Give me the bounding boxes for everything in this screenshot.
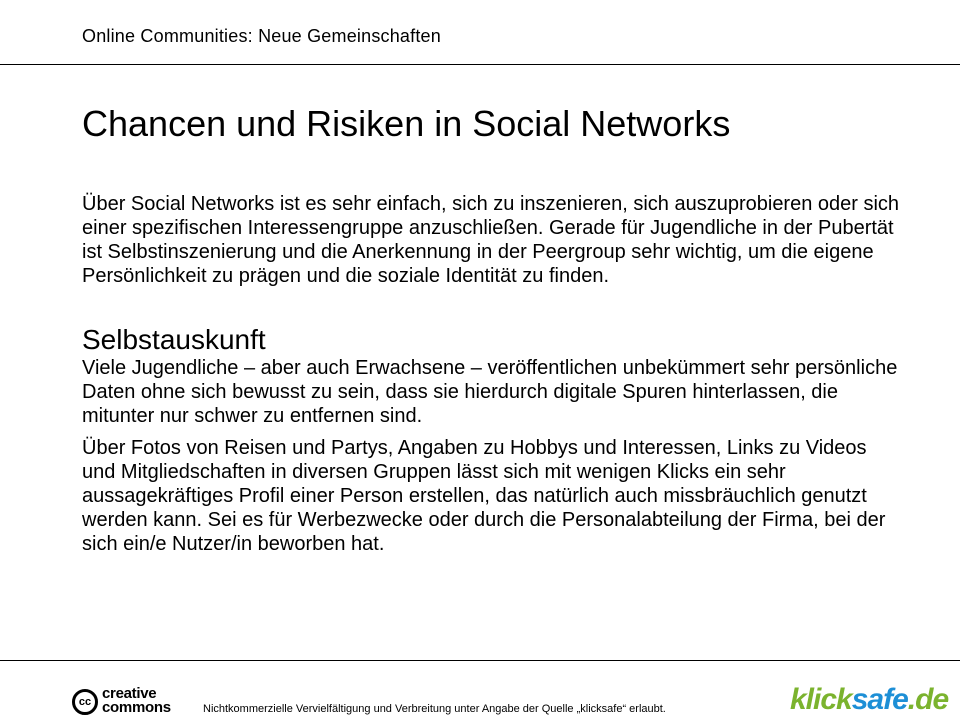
paragraph-2: Über Fotos von Reisen und Partys, Angaben zu Hobbys und Interessen, Links zu Videos und Mitgliedschaften in diversen Gruppen lässt sich mit wenigen Klicks ein sehr aussagekräftiges Profil einer Person erstellen, das natürlich auch missbräuchlich genutzt werden kann. Sei es für Werbezwecke oder durch die Personalabteilung der Firma, bei der sich ein/e Nutzer/in beworben hat. bbox=[82, 437, 886, 555]
footer bbox=[0, 660, 960, 721]
header-bar bbox=[0, 0, 960, 65]
header-title: Online Communities: Neue Gemeinschaften bbox=[82, 26, 441, 46]
cc-logo-line2: commons bbox=[102, 699, 171, 716]
slide-title: Chancen und Risiken in Social Networks bbox=[82, 103, 731, 144]
slide-content bbox=[82, 192, 902, 556]
section-heading: Selbstauskunft bbox=[82, 324, 266, 355]
paragraph-1: Viele Jugendliche – aber auch Erwachsene – veröffentlichen unbekümmert sehr persönliche Daten ohne sich bewusst zu sein, dass sie hierdurch digitale Spuren hinterlassen, die mitunter nur schwer zu entfernen sind. bbox=[82, 357, 898, 427]
cc-logo-line1: creative bbox=[102, 685, 157, 702]
klicksafe-logo[interactable] bbox=[790, 683, 948, 717]
intro-paragraph: Über Social Networks ist es sehr einfach, sich zu inszenieren, sich auszuprobieren oder sich einer spezifischen Interessengruppe anzuschließen. Gerade für Jugendliche in der Pubertät ist Selbstinszenierung und die Anerkennung in der Peergroup sehr wichtig, um die eigene Persönlichkeit zu prägen und die soziale Identität zu finden. bbox=[82, 193, 900, 287]
brand-part-de: .de bbox=[907, 683, 949, 716]
license-note: Nichtkommerzielle Vervielfältigung und Verbreitung unter Angabe der Quelle „klicksafe“ erlaubt. bbox=[203, 703, 666, 715]
creative-commons-logo bbox=[72, 687, 184, 719]
cc-icon: cc bbox=[72, 689, 98, 715]
brand-part-klick: klick bbox=[790, 683, 852, 716]
brand-part-safe: safe bbox=[851, 683, 908, 716]
